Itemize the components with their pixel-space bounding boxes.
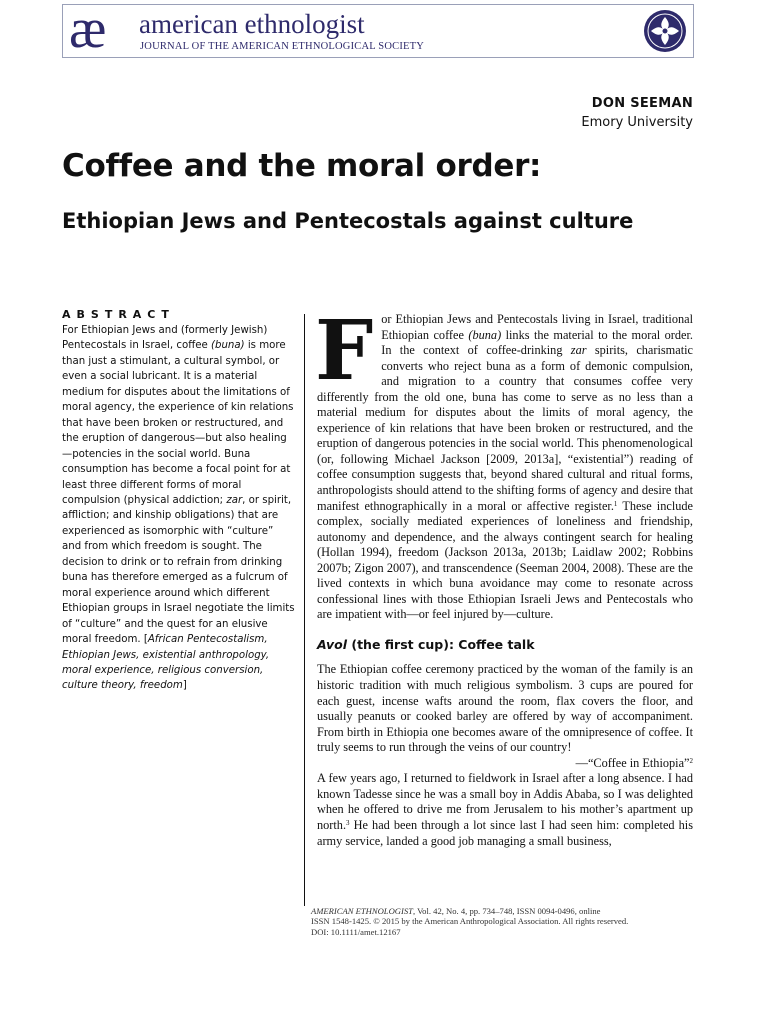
body-text: spirits, charismatic converts who reject buna as a form of demonic compulsion, and migration to a country that consumes coffee very differently from the old one, buna has come to serve as no less than a material medium for disputes about the limits of moral agency, the experience of kin relations that have been broken or restructured, and the eruption of dangerous potencies in the social world. This phenomenological (or, following Michael Jackson [2009, 2013a], “existential”) reading of coffee consumption suggests that, beyond shared cultural and ritual forms, anthropologists should attend to the shifting forms of agency and desire that manifest ethnographically in a moral or affective register. bbox=[317, 343, 693, 513]
body-text: He had been through a lot since last I had seen him: completed his army service, landed a good job managing a small business, bbox=[317, 817, 693, 848]
column-divider bbox=[304, 314, 305, 906]
epigraph-source-text: —“Coffee in Ethiopia” bbox=[575, 755, 690, 770]
society-seal-icon bbox=[643, 9, 687, 53]
citation-line bbox=[311, 906, 701, 916]
issn-line: ISSN 1548-1425. © 2015 by the American Anthropological Association. All rights reserved. bbox=[311, 916, 629, 927]
body-paragraph bbox=[315, 303, 694, 623]
body-term: (buna) bbox=[468, 327, 502, 342]
author-block bbox=[581, 96, 693, 130]
abstract-part: is more than just a stimulant, a cultural symbol, or even a social lubricant. It is a material medium for disputes about the limitations of moral agency, the experience of kin relations that have been broken or restructured, and the eruption of dangerous—but also healing—potencies in the social world. Buna consumption has become a focal point for at least three different forms of moral compulsion (physical addiction; bbox=[62, 340, 294, 506]
body-text: A few years ago, I returned to fieldwork in Israel after a long absence. I had known Tadesse since he was a small boy in Addis Ababa, so I was delighted when he offered to drive me from Jerusalem to his mother’s apartment up north. bbox=[317, 771, 693, 832]
body-text: or Ethiopian Jews and Pentecostals living in Israel, traditional Ethiopian coffee bbox=[381, 312, 693, 342]
abstract-part: ] bbox=[182, 680, 187, 692]
journal-subtitle: JOURNAL OF THE AMERICAN ETHNOLOGICAL SOCIETY bbox=[140, 41, 425, 52]
abstract-part: For Ethiopian Jews and (formerly Jewish) Pentecostals in Israel, coffee bbox=[62, 325, 268, 352]
journal-name: american ethnologist bbox=[139, 9, 365, 39]
journal-logo-mark: æ bbox=[69, 0, 101, 60]
citation-journal: AMERICAN ETHNOLOGIST bbox=[311, 906, 413, 916]
body-term: zar bbox=[570, 343, 587, 358]
footnote-ref[interactable]: 3 bbox=[346, 818, 350, 827]
author-name: DON SEEMAN bbox=[591, 96, 693, 111]
abstract-term: (buna) bbox=[211, 340, 245, 352]
section-heading bbox=[317, 637, 693, 653]
footnote-ref[interactable]: 1 bbox=[613, 499, 618, 508]
author-affiliation: Emory University bbox=[581, 115, 693, 130]
abstract-term: zar bbox=[226, 494, 243, 506]
doi-line[interactable]: DOI: 10.1111/amet.12167 bbox=[311, 926, 401, 937]
abstract-text bbox=[62, 323, 295, 694]
journal-banner bbox=[62, 0, 694, 60]
abstract-heading: ABSTRACT bbox=[62, 308, 175, 321]
citation-footer bbox=[311, 906, 701, 937]
drop-cap: F bbox=[315, 303, 374, 399]
body-paragraph bbox=[317, 771, 693, 849]
footnote-ref[interactable]: 2 bbox=[689, 756, 693, 765]
abstract-keywords: African Pentecostalism, Ethiopian Jews, existential anthropology, moral experience, religious conversion, culture theory, freedom bbox=[62, 634, 270, 692]
article-body bbox=[315, 303, 694, 849]
article-title: Coffee and the moral order: bbox=[62, 148, 542, 184]
epigraph-quote: The Ethiopian coffee ceremony practiced by the woman of the family is an historic tradition with much religious symbolism. 3 cups are poured for each guest, incense wafts around the room, flax covers the floor, and usually peanuts or cooked barley are offered by way of accompaniment. From birth in Ethiopia one becomes aware of the omnipresence of coffee. It truly seems to run through the veins of our country! bbox=[317, 662, 693, 755]
article-subtitle: Ethiopian Jews and Pentecostals against culture bbox=[62, 209, 634, 233]
body-text: links the material to the moral order. In the context of coffee-drinking bbox=[381, 327, 693, 358]
epigraph-source bbox=[317, 756, 693, 772]
abstract-part: , or spirit, affliction; and kinship obligations) that are experienced as isomorphic with “culture” and from which freedom is sought. The decision to drink or to refrain from drinking buna has therefore emerged as a fulcrum of moral experience around which different Ethiopian groups in Israel negotiate the limits of “culture” and the quest for an elusive moral freedom. [ bbox=[62, 494, 295, 646]
section-heading-text: (the first cup): Coffee talk bbox=[347, 636, 535, 652]
citation-details: , Vol. 42, No. 4, pp. 734–748, ISSN 0094-0496, online bbox=[412, 906, 601, 916]
section-heading-term: Avol bbox=[317, 636, 348, 652]
body-text: These include complex, socially mediated experiences of loneliness and friendship, autonomy and dependence, and the always contingent search for healing (Hollan 1994), freedom (Jackson 2013a, 2013b; Laidlaw 2002; Robbins 2007b; Zigon 2007), and transcendence (Seeman 2004, 2008). These are the lived contexts in which buna avoidance may come to resonate across confessional lines with those Ethiopian Israeli Jews and Pentecostals who are impatient with—or feel injured by—culture. bbox=[317, 498, 694, 622]
